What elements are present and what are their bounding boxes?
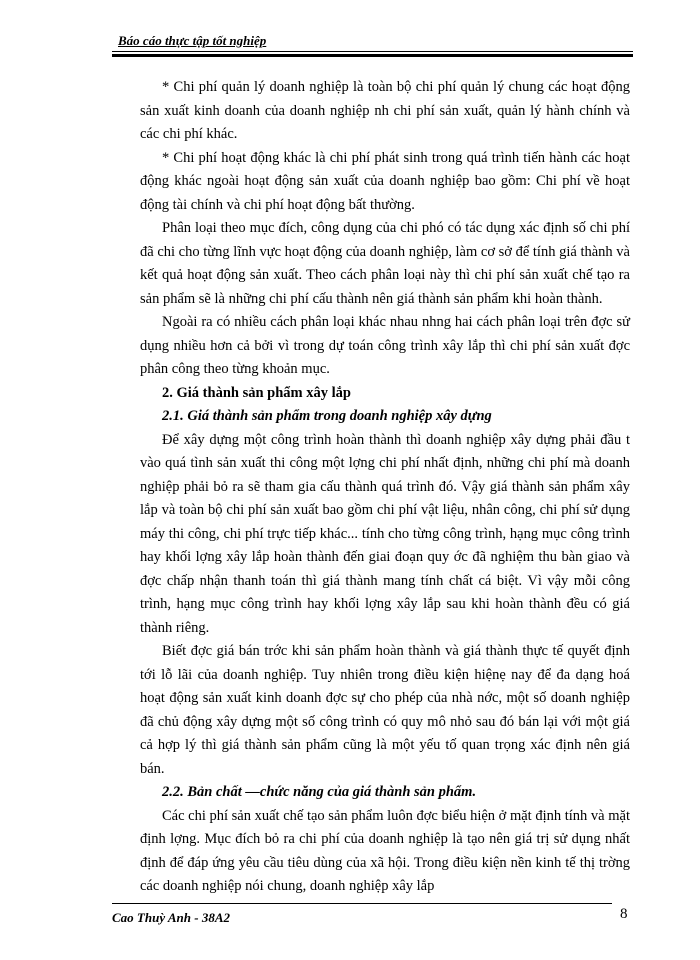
header-title: Báo cáo thực tập tốt nghiệp xyxy=(118,33,267,48)
paragraph: Phân loại theo mục đích, công dụng của chi phó có tác dụng xác định số chi phí đã chi cho từng lĩnh vực hoạt động của doanh nghiệp, làm cơ sở để tính giá thành và kết quả hoạt động sản xuất. Theo cách phân loại này thì chi phí sản xuất chế tạo ra sản phẩm sẽ là những chi phí cấu thành nên giá thành sản phẩm khi hoàn thành. xyxy=(140,220,630,307)
header-rule-thick xyxy=(112,54,633,57)
subsection-heading: 2.2. Bản chất —chức năng của giá thành sản phẩm. xyxy=(162,784,477,800)
paragraph: * Chi phí quản lý doanh nghiệp là toàn bộ chi phí quản lý chung các hoạt động sản xuất kinh doanh của doanh nghiệp nh chi phí sản xuất, quản lý hành chính và các chi phí khác. xyxy=(140,79,630,142)
header-rule xyxy=(112,51,633,52)
paragraph: Biết đợc giá bán trớc khi sản phẩm hoàn thành và giá thành thực tế quyết định tới lỗ lãi của doanh nghiệp. Tuy nhiên trong điều kiện hiệnẹ nay để đa dạng hoá hoạt động sản xuất kinh doanh đợc sự cho phép của nhà nớc, một số doanh nghiệp đã chủ động xây dựng một số công trình có quy mô nhỏ sau đó bán lại với một giá cả hợp lý thì giá thành sản phẩm cũng là một yếu tố quan trọng xác định nên giá bán. xyxy=(140,643,630,777)
section-heading: 2. Giá thành sản phẩm xây lắp xyxy=(162,384,351,401)
page-body xyxy=(140,76,630,899)
footer-rule xyxy=(112,903,612,904)
paragraph: Các chi phí sản xuất chế tạo sản phẩm luôn đợc biểu hiện ở mặt định tính và mặt định lợng. Mục đích bỏ ra chi phí của doanh nghiệp là tạo nên giá trị sử dụng nhất định để đáp ứng yêu cầu tiêu dùng của xã hội. Trong điều kiện nền kinh tế thị trờng các doanh nghiệp nói chung, doanh nghiệp xây lắp xyxy=(140,807,630,894)
subsection-heading: 2.1. Giá thành sản phẩm trong doanh nghiệp xây dựng xyxy=(162,408,492,424)
paragraph: * Chi phí hoạt động khác là chi phí phát sinh trong quá trình tiến hành các hoạt động khác ngoài hoạt động sản xuất của doanh nghiệp bao gồm: Chi phí về hoạt động tài chính và chi phí hoạt động bất thường. xyxy=(140,149,630,213)
page-number: 8 xyxy=(620,906,628,922)
footer-author: Cao Thuỳ Anh - 38A2 xyxy=(112,910,230,925)
paragraph: Ngoài ra có nhiều cách phân loại khác nhau nhng hai cách phân loại trên đợc sử dụng nhiều hơn cả bởi vì trong dự toán công trình xây lắp thì chi phí sản xuất đợc phân công theo từng khoản mục. xyxy=(140,314,630,377)
paragraph: Để xây dựng một công trình hoàn thành thì doanh nghiệp xây dựng phải đầu t vào quá tình sản xuất thi công một lợng chi phí nhất định, những chi phí mà doanh nghiệp phải bỏ ra sẽ tham gia cấu thành quá trình đó. Vậy giá thành sản phẩm xây lắp và toàn bộ chi phí sản xuất bao gồm chi phí vật liệu, nhân công, chi phí sử dụng máy thi công, chi phí trực tiếp khác... tính cho từng công trình, hạng mục công trình hay khối lợng xây lắp hoàn thành đến giai đoạn quy ớc đã nghiệm thu bàn giao và đợc chấp nhận thanh toán thì giá thành mang tính chất cá biệt. Vì vậy mỗi công trình, hạng mục công trình hay khối lợng xây lắp sau khi hoàn thành đều có giá thành riêng. xyxy=(140,431,630,636)
